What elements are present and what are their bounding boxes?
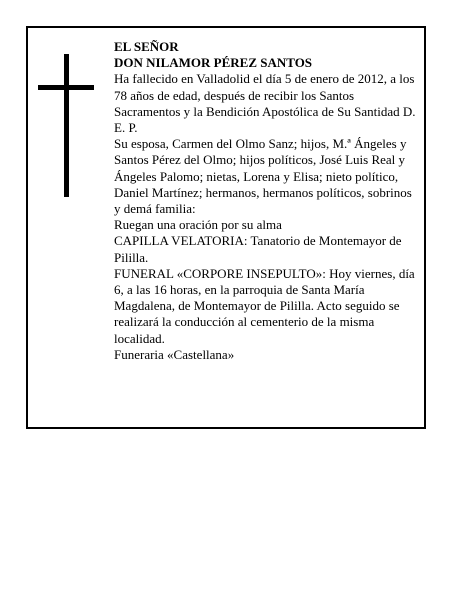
family-paragraph: Su esposa, Carmen del Olmo Sanz; hijos, M.ª Ángeles y Santos Pérez del Olmo; hijos políticos, José Luis Real y Ángeles Palomo; nietas, Lorena y Elisa; nieto político, Daniel Martínez; hermanos, hermanos políticos, sobrinos y demá familia:: [114, 136, 412, 217]
deceased-name: DON NILAMOR PÉREZ SANTOS: [114, 55, 313, 71]
death-paragraph: Ha fallecido en Valladolid el día 5 de enero de 2012, a los 78 años de edad, después de recibir los Santos Sacramentos y la Bendición Apostólica de Su Santidad D. E. P.: [114, 71, 416, 136]
funeral-home: Funeraria «Castellana»: [114, 346, 235, 362]
cross-icon: [38, 54, 94, 197]
cross-horizontal-bar: [38, 85, 94, 90]
funeral-paragraph: FUNERAL «CORPORE INSEPULTO»: Hoy viernes, día 6, a las 16 horas, en la parroquia de Santa María Magdalena, de Montemayor de Pililla. Acto seguido se realizará la conducción al cementerio de la misma localidad.: [114, 265, 415, 346]
cross-vertical-bar: [64, 54, 69, 197]
obituary-text: [114, 39, 420, 363]
prayer-line: Ruegan una oración por su alma: [114, 217, 282, 233]
chapel-line: CAPILLA VELATORIA: Tanatorio de Montemayor de Pililla.: [114, 233, 402, 265]
title-line-1: EL SEÑOR: [114, 39, 179, 54]
